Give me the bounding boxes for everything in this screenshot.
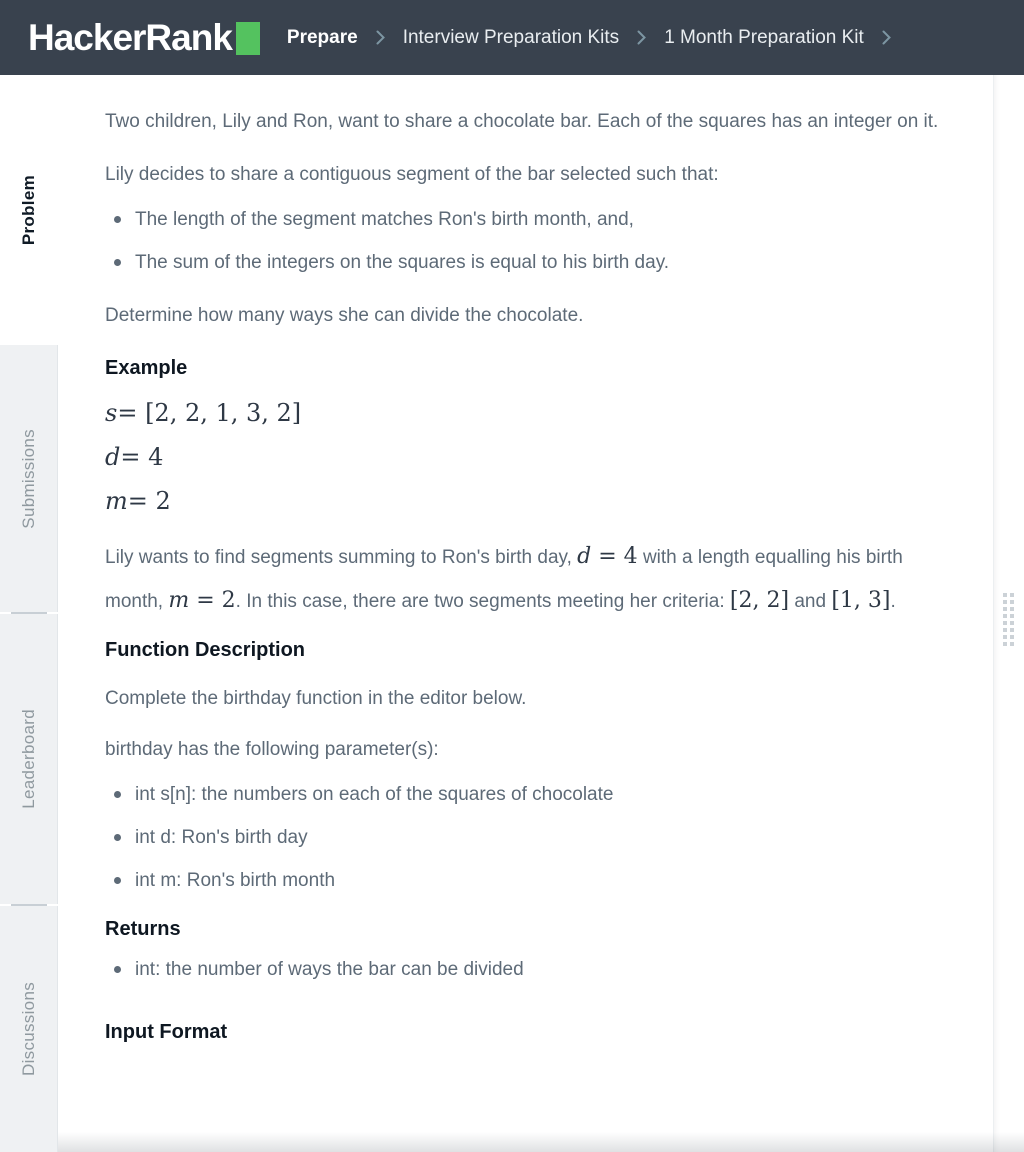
tab-leaderboard-label: Leaderboard [18,709,38,809]
explanation-paragraph: Lily wants to find segments summing to Ron's birth day, d = 4 with a length equalling his birth month, m = 2. In this case, there are two segments meeting her criteria: [2, 2] and [1, 3]. [105,544,903,613]
parameters-paragraph: birthday has the following parameter(s): [105,739,439,760]
hackerrank-logo[interactable] [28,17,260,59]
list-item: int: the number of ways the bar can be divided [105,948,945,991]
math-line-d: d = 4 [105,442,164,471]
math-line-m: m = 2 [105,486,171,515]
left-tab-strip [0,75,58,1152]
complete-function-paragraph: Complete the birthday function in the editor below. [105,688,527,709]
tab-problem[interactable] [0,75,58,345]
criteria-list [105,198,963,284]
breadcrumb-prepare[interactable]: Prepare [286,26,358,48]
page-body [0,75,1024,1152]
top-nav-bar [0,0,1024,75]
breadcrumb [287,27,892,49]
intro-paragraph: Two children, Lily and Ron, want to share a chocolate bar. Each of the squares has an integer on it. [105,111,939,132]
pane-splitter[interactable] [993,75,1024,1152]
tab-discussions-label: Discussions [18,982,38,1076]
logo-green-square-icon [236,22,260,55]
list-item: The length of the segment matches Ron's birth month, and, [105,198,945,241]
segment-paragraph: Lily decides to share a contiguous segment of the bar selected such that: [105,164,719,185]
breadcrumb-1-month-preparation-kit[interactable]: 1 Month Preparation Kit [664,26,864,48]
math-line-s: s = [2, 2, 1, 3, 2] [105,398,302,427]
list-item: int d: Ron's birth day [105,816,945,859]
logo-text: HackerRank [28,16,232,58]
list-item: int s[n]: the numbers on each of the squares of chocolate [105,773,945,816]
chevron-right-icon [636,29,647,46]
chevron-right-icon [881,29,892,46]
tab-submissions[interactable] [0,345,58,612]
drag-handle-icon [1003,593,1007,597]
list-item: int m: Ron's birth month [105,859,945,902]
returns-heading: Returns [105,918,181,940]
tab-problem-label: Problem [19,174,38,246]
tab-submissions-label: Submissions [18,428,38,529]
list-item: The sum of the integers on the squares is equal to his birth day. [105,241,945,284]
determine-paragraph: Determine how many ways she can divide the chocolate. [105,305,584,326]
returns-list [105,948,963,991]
example-heading: Example [105,357,188,379]
tab-discussions[interactable] [0,906,58,1152]
chevron-right-icon [375,29,386,46]
problem-statement-pane [58,75,993,1152]
tab-leaderboard[interactable] [0,614,58,904]
parameters-list [105,773,963,902]
breadcrumb-interview-preparation-kits[interactable]: Interview Preparation Kits [402,26,620,48]
function-description-heading: Function Description [105,639,305,661]
input-format-heading: Input Format [105,1021,228,1043]
example-math-block [105,391,963,523]
